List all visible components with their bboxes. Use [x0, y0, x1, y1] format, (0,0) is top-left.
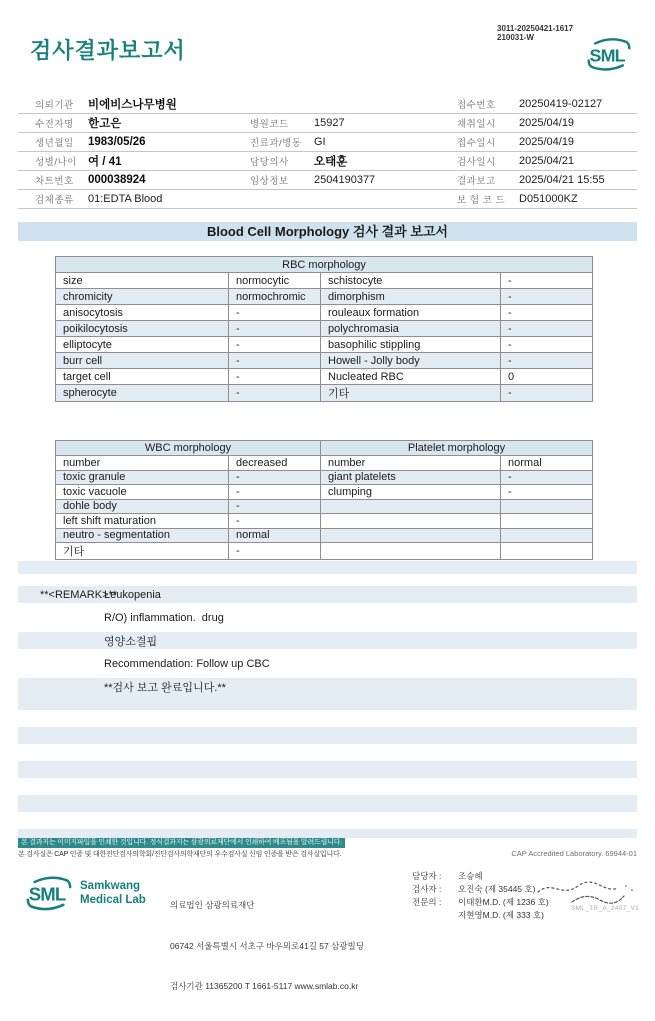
rbc-item: basophilic stippling — [321, 337, 501, 353]
staff-value: 이태환M.D. (제 1236 호) — [458, 897, 549, 907]
field-value: 20250419-02127 — [519, 98, 603, 110]
platelet-item: clumping — [321, 485, 501, 500]
table-row — [56, 273, 593, 289]
table-row — [56, 337, 593, 353]
rbc-item: chromicity — [56, 289, 229, 305]
wbc-item: toxic vacuole — [56, 485, 229, 500]
remark-line — [18, 655, 637, 672]
wbc-platelet-morphology-table — [55, 440, 593, 560]
rbc-table-title: RBC morphology — [56, 257, 593, 273]
wbc-item: left shift maturation — [56, 514, 229, 529]
field-value: 2504190377 — [314, 174, 376, 186]
wbc-result: normal — [229, 528, 321, 543]
platelet-item — [321, 543, 501, 560]
patient-row — [18, 152, 637, 171]
empty-result-stripe — [18, 561, 637, 574]
lab-name — [80, 879, 146, 907]
sml-logo-text: SML — [589, 45, 625, 66]
empty-result-stripes — [18, 693, 637, 838]
rbc-result: - — [229, 305, 321, 321]
platelet-result — [501, 499, 593, 514]
table-row — [56, 289, 593, 305]
field-label: 생년월일 — [35, 138, 74, 149]
remark-line — [18, 678, 637, 695]
field-label: 진료과/병동 — [250, 138, 302, 149]
table-row — [56, 456, 593, 471]
lab-address-line1: 의료법인 삼광의료재단 — [170, 900, 255, 910]
patient-row — [18, 114, 637, 133]
staff-row — [412, 896, 549, 909]
lab-name-line1: Samkwang — [80, 880, 141, 892]
field-value: 1983/05/26 — [88, 136, 146, 148]
platelet-result — [501, 514, 593, 529]
rbc-item: rouleaux formation — [321, 305, 501, 321]
sml-logo-text: SML — [28, 883, 66, 905]
table-row — [56, 528, 593, 543]
table-row — [56, 485, 593, 500]
remark-line — [18, 586, 637, 603]
staff-value: 조승혜 — [458, 871, 483, 881]
field-value: 한고은 — [88, 118, 122, 130]
field-value: 여 / 41 — [88, 156, 122, 168]
table-row — [56, 305, 593, 321]
field-label: 채취일시 — [457, 119, 496, 130]
wbc-item: dohle body — [56, 499, 229, 514]
wbc-result: - — [229, 470, 321, 485]
rbc-item: Nucleated RBC — [321, 369, 501, 385]
wbc-result: - — [229, 485, 321, 500]
staff-value: 오진숙 (제 35445 호) — [458, 884, 536, 894]
wbc-result: decreased — [229, 456, 321, 471]
lab-address-line3: 검사기관 11365200 T 1661-5117 www.smlab.co.kr — [170, 981, 359, 991]
rbc-item: elliptocyte — [56, 337, 229, 353]
patient-row — [18, 95, 637, 114]
platelet-item — [321, 499, 501, 514]
rbc-result: - — [501, 273, 593, 289]
wbc-table-title: WBC morphology — [56, 441, 321, 456]
staff-label — [412, 909, 458, 922]
rbc-morphology-table — [55, 256, 593, 402]
field-label: 접수번호 — [457, 100, 496, 111]
platelet-item: giant platelets — [321, 470, 501, 485]
rbc-result: - — [229, 369, 321, 385]
remark-line — [18, 632, 637, 649]
field-value: 2025/04/21 — [519, 155, 575, 167]
staff-row — [412, 870, 549, 883]
remark-text: Leukopenia — [104, 588, 161, 601]
remark-text: 영양소결핍 — [104, 635, 158, 648]
document-number — [497, 24, 573, 42]
platelet-item — [321, 514, 501, 529]
patient-info-table — [18, 95, 637, 209]
rbc-item: polychromasia — [321, 321, 501, 337]
rbc-result: normochromic — [229, 289, 321, 305]
rbc-item: poikilocytosis — [56, 321, 229, 337]
patient-row — [18, 190, 637, 209]
platelet-result: - — [501, 470, 593, 485]
table-row — [56, 470, 593, 485]
field-label: 수진자명 — [35, 119, 74, 130]
field-label: 검사일시 — [457, 157, 496, 168]
wbc-item: neutro - segmentation — [56, 528, 229, 543]
patient-row — [18, 171, 637, 190]
rbc-item: target cell — [56, 369, 229, 385]
rbc-result: - — [229, 337, 321, 353]
field-value: 비에비스나무병원 — [88, 99, 177, 111]
field-label: 임상정보 — [250, 176, 289, 187]
remark-section — [18, 586, 637, 701]
wbc-item: number — [56, 456, 229, 471]
field-label: 병원코드 — [250, 119, 289, 130]
document-number-line1: 3011-20250421-1617 — [497, 24, 574, 33]
field-value: 2025/04/19 — [519, 117, 575, 129]
rbc-item: 기타 — [321, 385, 501, 402]
patient-row — [18, 133, 637, 152]
staff-row — [412, 883, 549, 896]
lab-name-line2: Medical Lab — [80, 894, 146, 906]
table-row — [56, 514, 593, 529]
rbc-result: normocytic — [229, 273, 321, 289]
staff-label: 담당자 : — [412, 871, 442, 881]
field-label: 결과보고 — [457, 176, 496, 187]
field-value: D051000KZ — [519, 193, 578, 205]
table-row — [56, 321, 593, 337]
document-number-line2: 210031-W — [497, 33, 534, 42]
lab-address-line2: 06742 서울특별시 서초구 바우뫼로41길 57 삼광빌딩 — [170, 940, 364, 951]
rbc-result: - — [229, 353, 321, 369]
cap-accreditation-number: CAP Accredited Laboratory. 69944-01 — [511, 849, 637, 858]
table-row — [56, 543, 593, 560]
page-title: 검사결과보고서 — [30, 38, 186, 63]
rbc-item: burr cell — [56, 353, 229, 369]
platelet-item — [321, 528, 501, 543]
table-row — [56, 385, 593, 402]
field-value: 2025/04/21 15:55 — [519, 174, 605, 186]
sml-logo-icon — [22, 872, 76, 914]
remark-label: **<REMARK>** — [40, 588, 118, 601]
table-row — [56, 499, 593, 514]
print-notice: 본 결과지는 이미지파일을 인쇄한 것입니다. 정식결과지는 삼광의료재단에서 인쇄하여 배포됨을 알려드립니다. — [18, 838, 345, 848]
table-row — [56, 353, 593, 369]
platelet-table-title: Platelet morphology — [321, 441, 593, 456]
field-value: 01:EDTA Blood — [88, 193, 163, 205]
staff-section — [412, 870, 549, 922]
staff-label: 검사자 : — [412, 884, 442, 894]
field-label: 보 험 코 드 — [457, 195, 506, 206]
field-value: 오태훈 — [314, 156, 348, 168]
platelet-result — [501, 528, 593, 543]
rbc-item: spherocyte — [56, 385, 229, 402]
wbc-item: toxic granule — [56, 470, 229, 485]
rbc-item: dimorphism — [321, 289, 501, 305]
field-label: 의뢰기관 — [35, 100, 74, 111]
remark-line — [18, 609, 637, 626]
wbc-item: 기타 — [56, 543, 229, 560]
rbc-item: Howell - Jolly body — [321, 353, 501, 369]
rbc-result: - — [229, 385, 321, 402]
table-row — [56, 369, 593, 385]
form-code: SML_TR_A_2407_V1 — [570, 905, 639, 912]
rbc-result: - — [501, 305, 593, 321]
lab-address — [170, 872, 364, 1021]
remark-text: R/O) inflammation. drug — [104, 611, 224, 624]
rbc-result: - — [501, 337, 593, 353]
field-value: 2025/04/19 — [519, 136, 575, 148]
field-label: 성별/나이 — [35, 157, 77, 168]
rbc-item: schistocyte — [321, 273, 501, 289]
platelet-result: - — [501, 485, 593, 500]
platelet-result — [501, 543, 593, 560]
sml-logo-icon — [583, 34, 635, 74]
field-label: 접수일시 — [457, 138, 496, 149]
staff-label: 전문의 : — [412, 897, 442, 907]
wbc-result: - — [229, 499, 321, 514]
field-value: GI — [314, 136, 326, 148]
platelet-result: normal — [501, 456, 593, 471]
rbc-result: 0 — [501, 369, 593, 385]
field-label: 담당의사 — [250, 157, 289, 168]
rbc-result: - — [501, 353, 593, 369]
rbc-result: - — [501, 289, 593, 305]
rbc-result: - — [229, 321, 321, 337]
staff-value: 지현영M.D. (제 333 호) — [458, 910, 544, 920]
staff-row — [412, 909, 549, 922]
field-label: 검체종류 — [35, 195, 74, 206]
section-title: Blood Cell Morphology 검사 결과 보고서 — [18, 222, 637, 241]
accreditation-notice: 본 검사실은 CAP 인증 및 대한진단검사의학회/진단검사의학재단의 우수검사실 신임 인증을 받은 검사실입니다. — [18, 851, 342, 858]
rbc-result: - — [501, 385, 593, 402]
rbc-item: anisocytosis — [56, 305, 229, 321]
wbc-result: - — [229, 514, 321, 529]
wbc-result: - — [229, 543, 321, 560]
field-value: 15927 — [314, 117, 345, 129]
remark-text: **검사 보고 완료입니다.** — [104, 681, 226, 694]
field-value: 000038924 — [88, 174, 146, 186]
remark-text: Recommendation: Follow up CBC — [104, 657, 270, 670]
platelet-item: number — [321, 456, 501, 471]
rbc-result: - — [501, 321, 593, 337]
rbc-item: size — [56, 273, 229, 289]
field-label: 차트번호 — [35, 176, 74, 187]
